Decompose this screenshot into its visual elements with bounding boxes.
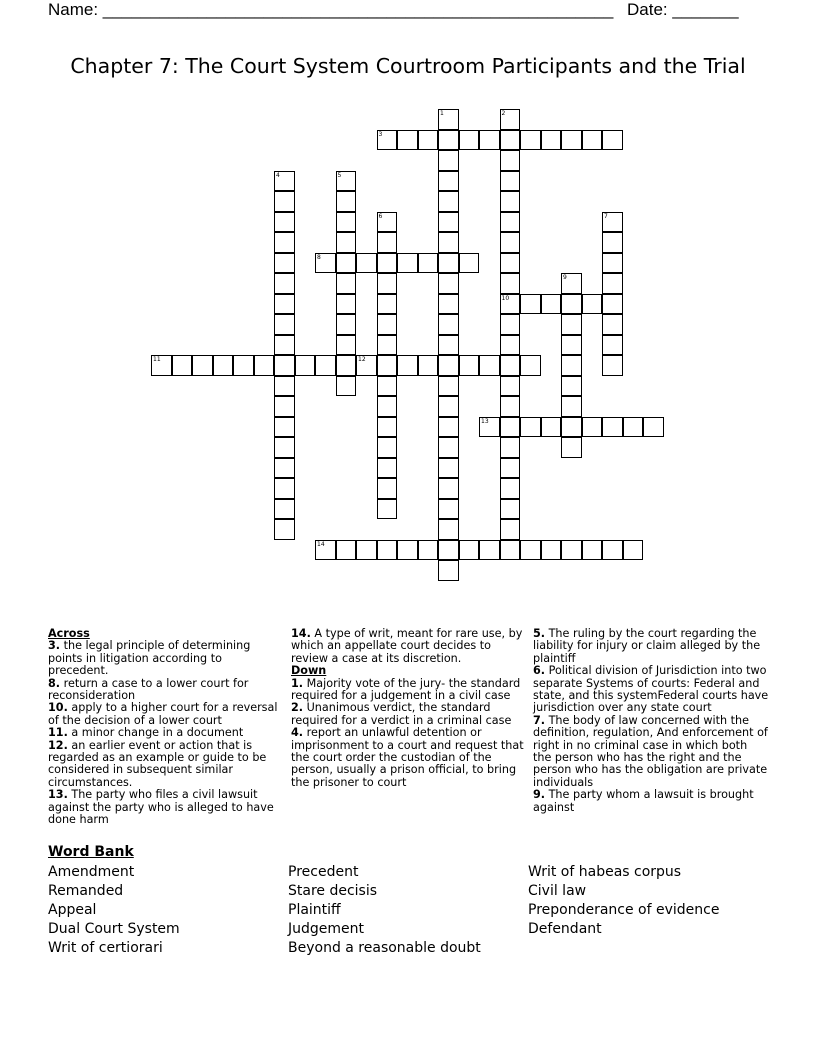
clue-item — [48, 789, 283, 826]
across-heading: Across — [48, 627, 90, 640]
crossword-cell[interactable] — [315, 355, 336, 376]
crossword-cell[interactable] — [377, 355, 398, 376]
crossword-cell[interactable] — [561, 437, 582, 458]
clue-number: 4 — [276, 171, 280, 179]
word-bank-column-3 — [528, 863, 719, 939]
clue-text: report an unlawful detention or imprisonment to a court and request that the court order the custodian of the person, usually a prison official, to bring the prisoner to court — [291, 726, 524, 789]
crossword-cell[interactable] — [602, 294, 623, 315]
crossword-cell[interactable] — [541, 540, 562, 561]
crossword-cell[interactable] — [541, 417, 562, 438]
crossword-cell[interactable] — [500, 376, 521, 397]
crossword-cell[interactable] — [438, 191, 459, 212]
crossword-cell[interactable] — [377, 212, 398, 233]
crossword-cell[interactable] — [377, 396, 398, 417]
crossword-cell[interactable] — [582, 294, 603, 315]
clue-number: 4. — [291, 726, 304, 740]
crossword-cell[interactable] — [500, 273, 521, 294]
crossword-cell[interactable] — [500, 294, 521, 315]
crossword-cell[interactable] — [336, 294, 357, 315]
clue-item — [291, 727, 527, 789]
crossword-cell[interactable] — [438, 519, 459, 540]
clue-item — [533, 665, 769, 715]
crossword-cell[interactable] — [459, 130, 480, 151]
clue-number: 14. — [291, 627, 311, 640]
crossword-cell[interactable] — [274, 212, 295, 233]
crossword-cell[interactable] — [561, 355, 582, 376]
crossword-cell[interactable] — [500, 109, 521, 130]
crossword-cell[interactable] — [274, 335, 295, 356]
crossword-cell[interactable] — [336, 253, 357, 274]
crossword-cell[interactable] — [438, 150, 459, 171]
crossword-cell[interactable] — [438, 560, 459, 581]
crossword-cell[interactable] — [602, 212, 623, 233]
crossword-cell[interactable] — [274, 499, 295, 520]
crossword-cell[interactable] — [602, 355, 623, 376]
crossword-cell[interactable] — [274, 376, 295, 397]
crossword-cell[interactable] — [500, 191, 521, 212]
crossword-cell[interactable] — [438, 109, 459, 130]
crossword-cell[interactable] — [274, 273, 295, 294]
crossword-cell[interactable] — [438, 171, 459, 192]
crossword-cell[interactable] — [336, 171, 357, 192]
clue-text: an earlier event or action that is regarded as an example or guide to be considered in subsequent similar circumstances. — [48, 738, 267, 789]
crossword-cell[interactable] — [500, 417, 521, 438]
crossword-cell[interactable] — [602, 540, 623, 561]
crossword-cell[interactable] — [500, 232, 521, 253]
crossword-cell[interactable] — [438, 273, 459, 294]
crossword-cell[interactable] — [254, 355, 275, 376]
crossword-cell[interactable] — [561, 540, 582, 561]
clue-text: A type of writ, meant for rare use, by which an appellate court decides to review a case at its discretion. — [291, 627, 523, 665]
clue-number: 13. — [48, 788, 68, 802]
clue-number: 6. — [533, 664, 546, 678]
clue-number: 3. — [48, 639, 61, 653]
crossword-cell[interactable] — [500, 355, 521, 376]
clue-number: 7 — [604, 212, 608, 220]
clues-column-1 — [48, 628, 283, 827]
crossword-cell[interactable] — [336, 232, 357, 253]
crossword-cell[interactable] — [438, 376, 459, 397]
crossword-cell[interactable] — [274, 437, 295, 458]
date-field-label[interactable]: Date: _______ — [627, 0, 739, 19]
word-bank-item: Appeal — [48, 902, 97, 918]
clue-item — [48, 640, 283, 677]
crossword-cell[interactable] — [438, 396, 459, 417]
clue-number: 10 — [501, 294, 510, 302]
word-bank-column-2 — [288, 863, 481, 958]
clue-text: Majority vote of the jury- the standard required for a judgement in a civil case — [291, 676, 521, 703]
clue-number: 8 — [317, 253, 321, 261]
crossword-cell[interactable] — [500, 150, 521, 171]
crossword-cell[interactable] — [233, 355, 254, 376]
clue-number: 5. — [533, 627, 546, 640]
crossword-cell[interactable] — [274, 191, 295, 212]
crossword-cell[interactable] — [520, 355, 541, 376]
crossword-cell[interactable] — [418, 130, 439, 151]
clue-item — [291, 702, 527, 727]
crossword-cell[interactable] — [397, 355, 418, 376]
crossword-cell[interactable] — [500, 499, 521, 520]
clue-number: 5 — [337, 171, 342, 179]
crossword-cell[interactable] — [377, 437, 398, 458]
crossword-cell[interactable] — [561, 417, 582, 438]
word-bank-item: Writ of habeas corpus — [528, 864, 682, 880]
crossword-cell[interactable] — [336, 273, 357, 294]
crossword-cell[interactable] — [561, 130, 582, 151]
clue-item — [533, 628, 769, 665]
word-bank-item: Precedent — [288, 864, 359, 880]
clue-text: a minor change in a document — [67, 726, 244, 740]
clue-number: 3 — [378, 130, 383, 138]
clue-text: The party whom a lawsuit is brought against — [533, 788, 754, 814]
crossword-cell[interactable] — [438, 478, 459, 499]
clue-item — [48, 702, 283, 727]
crossword-cell[interactable] — [336, 314, 357, 335]
crossword-cell[interactable] — [438, 355, 459, 376]
crossword-cell[interactable] — [438, 253, 459, 274]
word-bank-column-1 — [48, 863, 180, 958]
crossword-cell[interactable] — [438, 212, 459, 233]
crossword-cell[interactable] — [274, 355, 295, 376]
crossword-cell[interactable] — [274, 396, 295, 417]
clue-text: return a case to a lower court for reconsideration — [48, 676, 249, 703]
crossword-cell[interactable] — [377, 499, 398, 520]
crossword-cell[interactable] — [438, 294, 459, 315]
clue-number: 7. — [533, 713, 546, 727]
crossword-cell[interactable] — [500, 458, 521, 479]
word-bank-item: Civil law — [528, 883, 587, 899]
crossword-cell[interactable] — [602, 417, 623, 438]
crossword-cell[interactable] — [274, 478, 295, 499]
word-bank-item: Dual Court System — [48, 921, 180, 937]
clue-number: 1. — [291, 676, 304, 690]
clue-item — [291, 678, 527, 703]
crossword-cell[interactable] — [397, 540, 418, 561]
word-bank-item: Remanded — [48, 883, 124, 899]
crossword-cell[interactable] — [397, 253, 418, 274]
crossword-cell[interactable] — [500, 314, 521, 335]
crossword-cell[interactable] — [561, 396, 582, 417]
clue-number: 12. — [48, 738, 68, 752]
clue-item — [291, 628, 527, 665]
clue-number: 9 — [563, 274, 567, 281]
crossword-cell[interactable] — [151, 355, 172, 376]
crossword-cell[interactable] — [602, 130, 623, 151]
crossword-cell[interactable] — [500, 519, 521, 540]
name-field-label[interactable]: Name: ______________________________________________________ — [48, 0, 614, 19]
crossword-cell[interactable] — [479, 355, 500, 376]
crossword-cell[interactable] — [213, 355, 234, 376]
crossword-cell[interactable] — [623, 540, 644, 561]
word-bank-item: Amendment — [48, 864, 135, 880]
crossword-cell[interactable] — [377, 130, 398, 151]
crossword-cell[interactable] — [438, 499, 459, 520]
crossword-cell[interactable] — [459, 253, 480, 274]
crossword-cell[interactable] — [336, 212, 357, 233]
crossword-cell[interactable] — [438, 130, 459, 151]
crossword-cell[interactable] — [274, 294, 295, 315]
crossword-cell[interactable] — [315, 540, 336, 561]
crossword-cell[interactable] — [274, 314, 295, 335]
clue-number: 12 — [358, 356, 366, 363]
crossword-cell[interactable] — [500, 335, 521, 356]
crossword-cell[interactable] — [479, 540, 500, 561]
crossword-cell[interactable] — [274, 171, 295, 192]
word-bank-item: Writ of certiorari — [48, 940, 163, 956]
clue-text: Unanimous verdict, the standard required for a verdict in a criminal case — [291, 701, 512, 727]
crossword-cell[interactable] — [377, 294, 398, 315]
crossword-cell[interactable] — [377, 478, 398, 499]
crossword-cell[interactable] — [602, 232, 623, 253]
clue-number: 11 — [153, 356, 161, 363]
crossword-cell[interactable] — [418, 355, 439, 376]
crossword-cell[interactable] — [438, 417, 459, 438]
word-bank-item: Plaintiff — [288, 902, 341, 918]
crossword-cell[interactable] — [602, 253, 623, 274]
crossword-cell[interactable] — [561, 335, 582, 356]
crossword-cell[interactable] — [643, 417, 664, 438]
word-bank-title: Word Bank — [48, 844, 134, 860]
clue-number: 14 — [317, 540, 325, 548]
clue-text: The body of law concerned with the definition, regulation, And enforcement of right in no criminal case in which both the person who has the right and the person who has the obligation are private individuals — [533, 713, 768, 789]
word-bank-item: Stare decisis — [288, 883, 378, 899]
word-bank-item: Judgement — [288, 921, 365, 937]
clue-number: 1 — [440, 110, 444, 117]
crossword-cell[interactable] — [602, 335, 623, 356]
crossword-cell[interactable] — [500, 212, 521, 233]
crossword-cell[interactable] — [418, 253, 439, 274]
crossword-cell[interactable] — [336, 355, 357, 376]
clue-number: 2 — [501, 110, 506, 117]
word-bank-item: Preponderance of evidence — [528, 902, 720, 918]
crossword-cell[interactable] — [377, 335, 398, 356]
crossword-cell[interactable] — [459, 355, 480, 376]
crossword-cell[interactable] — [377, 376, 398, 397]
crossword-cell[interactable] — [520, 130, 541, 151]
crossword-cell[interactable] — [582, 417, 603, 438]
crossword-cell[interactable] — [377, 417, 398, 438]
crossword-cell[interactable] — [377, 314, 398, 335]
crossword-cell[interactable] — [274, 519, 295, 540]
clue-number: 11. — [48, 726, 68, 740]
crossword-cell[interactable] — [561, 273, 582, 294]
crossword-cell[interactable] — [561, 314, 582, 335]
crossword-cell[interactable] — [336, 376, 357, 397]
crossword-cell[interactable] — [520, 540, 541, 561]
clue-number: 2. — [291, 701, 304, 715]
crossword-cell[interactable] — [479, 130, 500, 151]
clue-item — [533, 715, 769, 789]
crossword-cell[interactable] — [500, 540, 521, 561]
clue-number: 13 — [481, 417, 489, 425]
crossword-cell[interactable] — [520, 417, 541, 438]
crossword-cell[interactable] — [172, 355, 193, 376]
page-title: Chapter 7: The Court System Courtroom Participants and the Trial — [70, 54, 746, 78]
crossword-cell[interactable] — [500, 171, 521, 192]
clue-item — [533, 789, 769, 814]
crossword-cell[interactable] — [623, 417, 644, 438]
clue-text: apply to a higher court for a reversal of the decision of a lower court — [48, 701, 278, 727]
crossword-cell[interactable] — [377, 540, 398, 561]
crossword-cell[interactable] — [500, 396, 521, 417]
crossword-cell[interactable] — [356, 253, 377, 274]
crossword-cell[interactable] — [459, 540, 480, 561]
crossword-cell[interactable] — [479, 417, 500, 438]
clue-number: 10. — [48, 701, 68, 715]
crossword-cell[interactable] — [336, 191, 357, 212]
crossword-cell[interactable] — [438, 335, 459, 356]
word-bank-item: Defendant — [528, 921, 602, 937]
crossword-cell[interactable] — [500, 130, 521, 151]
clue-number: 6 — [378, 212, 383, 220]
crossword-cell[interactable] — [192, 355, 213, 376]
crossword-cell[interactable] — [438, 458, 459, 479]
clues-column-2 — [291, 628, 527, 789]
crossword-cell[interactable] — [356, 540, 377, 561]
crossword-cell[interactable] — [377, 273, 398, 294]
crossword-cell[interactable] — [336, 540, 357, 561]
crossword-cell[interactable] — [274, 417, 295, 438]
crossword-cell[interactable] — [500, 253, 521, 274]
clue-text: the legal principle of determining points in litigation according to precedent. — [48, 639, 251, 678]
crossword-cell[interactable] — [541, 130, 562, 151]
crossword-cell[interactable] — [377, 458, 398, 479]
crossword-cell[interactable] — [377, 232, 398, 253]
crossword-cell[interactable] — [561, 376, 582, 397]
crossword-cell[interactable] — [520, 294, 541, 315]
crossword-cell[interactable] — [541, 294, 562, 315]
crossword-cell[interactable] — [500, 478, 521, 499]
word-bank-item: Beyond a reasonable doubt — [288, 940, 481, 956]
crossword-cell[interactable] — [602, 273, 623, 294]
crossword-cell[interactable] — [274, 253, 295, 274]
down-heading: Down — [291, 664, 327, 678]
crossword-cell[interactable] — [274, 232, 295, 253]
crossword-cell[interactable] — [397, 130, 418, 151]
clue-number: 9. — [533, 788, 546, 802]
crossword-cell[interactable] — [602, 314, 623, 335]
crossword-cell[interactable] — [377, 253, 398, 274]
crossword-cell[interactable] — [561, 294, 582, 315]
crossword-cell[interactable] — [438, 314, 459, 335]
clue-item — [48, 740, 283, 790]
crossword-cell[interactable] — [438, 540, 459, 561]
crossword-cell[interactable] — [356, 355, 377, 376]
crossword-cell[interactable] — [336, 335, 357, 356]
clue-text: Political division of Jurisdiction into two separate Systems of courts: Federal and state, and this systemFederal courts have jurisdiction over any state court — [533, 664, 769, 715]
crossword-cell[interactable] — [438, 232, 459, 253]
clue-item — [48, 678, 283, 703]
crossword-cell[interactable] — [274, 458, 295, 479]
crossword-cell[interactable] — [438, 437, 459, 458]
crossword-cell[interactable] — [418, 540, 439, 561]
clue-text: The ruling by the court regarding the liability for injury or claim alleged by the plaintiff — [533, 627, 761, 665]
crossword-cell[interactable] — [500, 437, 521, 458]
crossword-cell[interactable] — [582, 540, 603, 561]
clues-column-3 — [533, 628, 769, 814]
clue-text: The party who files a civil lawsuit against the party who is alleged to have done harm — [48, 788, 274, 827]
crossword-cell[interactable] — [582, 130, 603, 151]
crossword-cell[interactable] — [295, 355, 316, 376]
crossword-cell[interactable] — [315, 253, 336, 274]
clue-number: 8. — [48, 676, 61, 690]
